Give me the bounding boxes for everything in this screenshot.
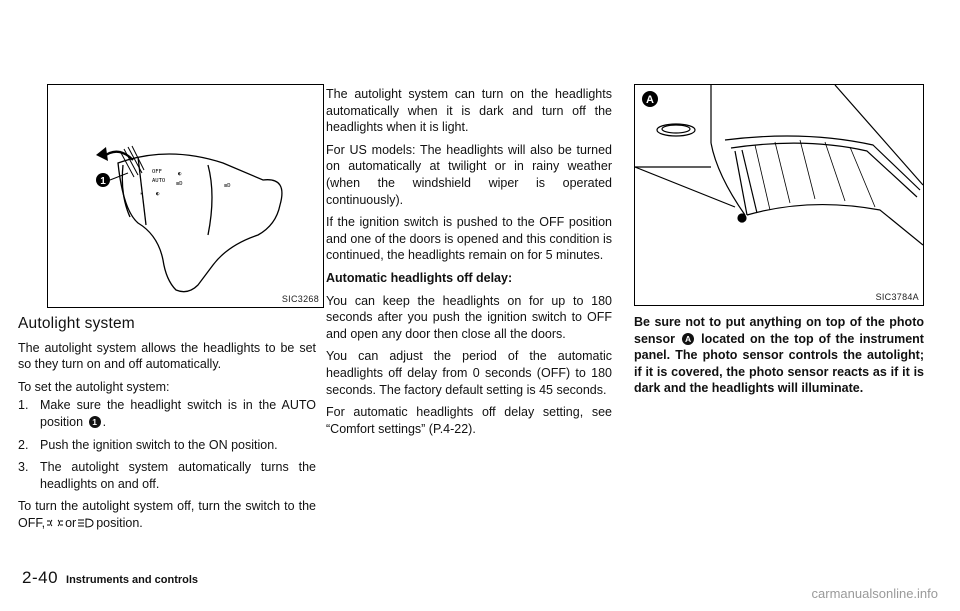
step-text: The autolight system automatically turns the headlights on and off. bbox=[40, 460, 316, 491]
paragraph-2: For US models: The headlights will also be turned on automatically at twilight or in rainy weather (when the windshield wiper is operated continuously). bbox=[326, 142, 612, 207]
section-name: Instruments and controls bbox=[66, 574, 199, 586]
step-text: Make sure the headlight switch is in the AUTO position bbox=[40, 398, 316, 429]
column-autolight-details bbox=[326, 86, 612, 443]
photo-sensor-illustration bbox=[635, 85, 923, 305]
paragraph-3: If the ignition switch is pushed to the OFF position and one of the doors is opened and this condition is continued, the headlights remain on for 5 minutes. bbox=[326, 215, 612, 263]
caution-paragraph bbox=[634, 314, 924, 397]
page-footer bbox=[22, 568, 198, 588]
svg-text:≡D: ≡D bbox=[176, 181, 183, 187]
page-number: 2-40 bbox=[22, 568, 59, 587]
paragraph-5: You can adjust the period of the automatic headlights off delay from 0 seconds (OFF) to 180 seconds. The factory default setting is 45 seconds. bbox=[326, 349, 612, 397]
headlight-switch-illustration bbox=[48, 85, 323, 307]
column-autolight bbox=[18, 316, 316, 539]
callout-a-label: A bbox=[646, 94, 654, 106]
svg-text:≡D: ≡D bbox=[224, 183, 231, 189]
position-marker-1: 1 bbox=[89, 416, 101, 428]
caution-text-end: located on the top of the instrument panel. The photo sensor controls the autolight; if it is covered, the photo sensor reacts as if it is dark and the headlights will illuminate. bbox=[634, 331, 924, 396]
headlight-switch-figure bbox=[47, 84, 324, 308]
step-1 bbox=[18, 397, 316, 430]
step-number: 1. bbox=[18, 398, 29, 413]
step-3 bbox=[18, 459, 316, 492]
photo-sensor-marker: A bbox=[682, 333, 694, 345]
step-text: Push the ignition switch to the ON position. bbox=[40, 437, 278, 452]
turn-off-end: position. bbox=[96, 515, 143, 530]
set-title: To set the autolight system: bbox=[18, 379, 170, 394]
figure-caption-sic3268: SIC3268 bbox=[281, 294, 319, 304]
watermark: carmanualsonline.info bbox=[811, 586, 938, 601]
step-text-end: . bbox=[102, 414, 107, 429]
step-number: 3. bbox=[18, 460, 29, 475]
turn-off-text: To turn the autolight system off, turn the switch to the OFF, bbox=[18, 499, 316, 530]
paragraph-6: For automatic headlights off delay setting, see “Comfort settings” (P.4-22). bbox=[326, 405, 612, 436]
step-2 bbox=[18, 437, 316, 454]
svg-text:✳: ✳ bbox=[140, 191, 144, 197]
svg-text:◐: ◐ bbox=[156, 191, 160, 197]
photo-sensor-figure bbox=[634, 84, 924, 306]
headlight-icon bbox=[78, 516, 94, 533]
turn-off-paragraph bbox=[18, 498, 316, 532]
paragraph-4: You can keep the headlights on for up to 180 seconds after you push the ignition switch to OFF and open any door then close all the doors. bbox=[326, 293, 612, 341]
callout-1-label: 1 bbox=[100, 176, 106, 187]
caution-text: Be sure not to put anything on top of the photo sensor bbox=[634, 315, 924, 346]
figure-caption-sic3784a: SIC3784A bbox=[875, 292, 919, 302]
parking-light-icon bbox=[47, 516, 63, 533]
turn-off-or: or bbox=[65, 515, 77, 530]
paragraph-1: The autolight system can turn on the headlights automatically when it is dark and turn off the headlights when it is light. bbox=[326, 87, 612, 135]
intro-paragraph: The autolight system allows the headlights to be set so they turn on and off automatically. bbox=[18, 340, 316, 372]
step-number: 2. bbox=[18, 437, 29, 452]
column-photo-sensor bbox=[634, 314, 924, 403]
svg-text:◐: ◐ bbox=[178, 171, 182, 177]
svg-text:OFF: OFF bbox=[152, 169, 162, 175]
delay-heading: Automatic headlights off delay: bbox=[326, 270, 513, 285]
svg-text:AUTO: AUTO bbox=[152, 178, 166, 184]
section-heading: Autolight system bbox=[18, 315, 135, 332]
